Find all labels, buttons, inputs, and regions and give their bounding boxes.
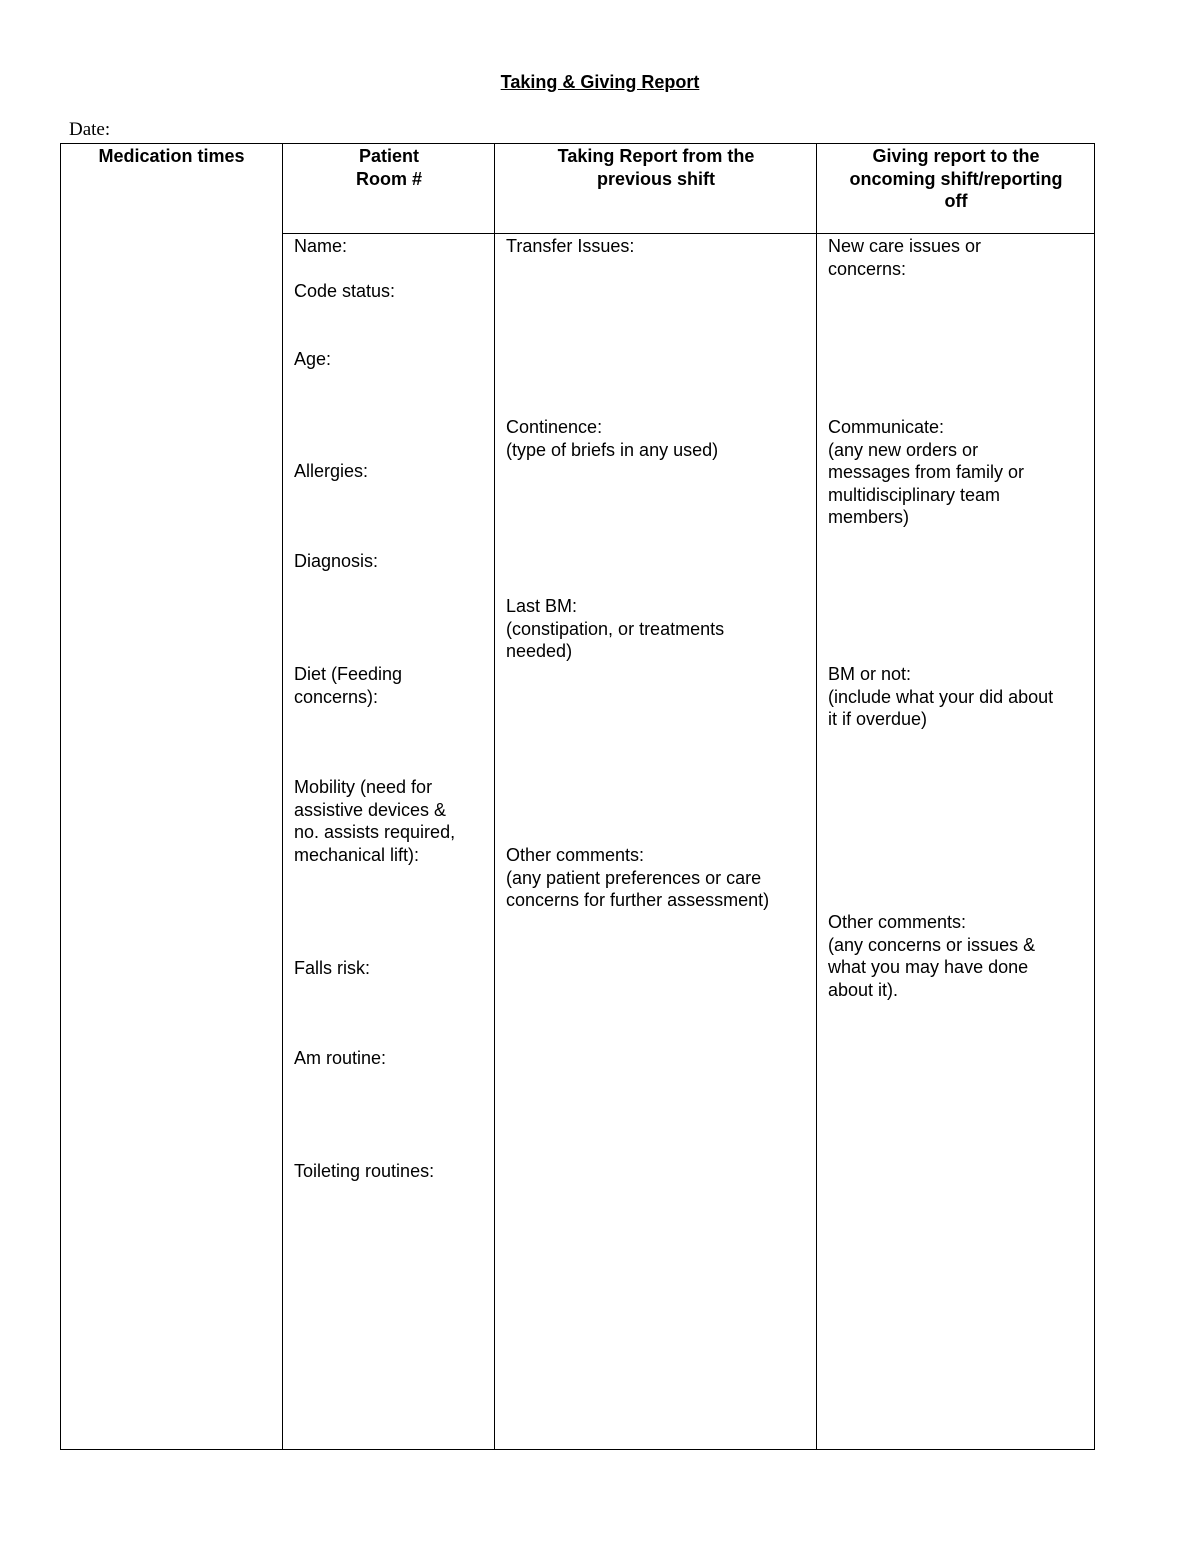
field-toileting-routines: Toileting routines: [294,1161,435,1181]
header-patient-room: Patient Room # [355,146,422,189]
field-giving-other-comments: Other comments: (any concerns or issues & what you may have done about it). [828,912,1036,1000]
field-taking-other-comments: Other comments: (any patient preferences or care concerns for further assessment) [506,845,770,910]
document-title: Taking & Giving Report [500,72,700,92]
field-last-bm: Last BM: (constipation, or treatments needed) [506,596,725,661]
field-name: Name: [294,236,348,256]
field-diet: Diet (Feeding concerns): [294,664,403,707]
field-falls-risk: Falls risk: [294,958,370,978]
date-label: Date: [69,119,111,140]
report-table [60,143,1095,1450]
header-divider [283,233,1095,234]
field-code-status: Code status: [294,281,396,301]
field-communicate: Communicate: (any new orders or messages from family or multidisciplinary team members) [828,417,1025,527]
header-taking-report: Taking Report from the previous shift [557,146,755,189]
column-divider-1 [282,143,283,1450]
field-allergies: Allergies: [294,461,369,481]
field-transfer-issues: Transfer Issues: [506,236,635,256]
field-mobility: Mobility (need for assistive devices & no. assists required, mechanical lift): [294,777,456,865]
field-new-care-issues: New care issues or concerns: [828,236,982,279]
field-age: Age: [294,349,332,369]
column-divider-3 [816,143,817,1450]
header-medication-times: Medication times [98,146,245,166]
field-bm-or-not: BM or not: (include what your did about it if overdue) [828,664,1054,729]
header-giving-report: Giving report to the oncoming shift/reporting off [849,146,1063,211]
field-continence: Continence: (type of briefs in any used) [506,417,719,460]
field-am-routine: Am routine: [294,1048,387,1068]
field-diagnosis: Diagnosis: [294,551,379,571]
column-divider-2 [494,143,495,1450]
